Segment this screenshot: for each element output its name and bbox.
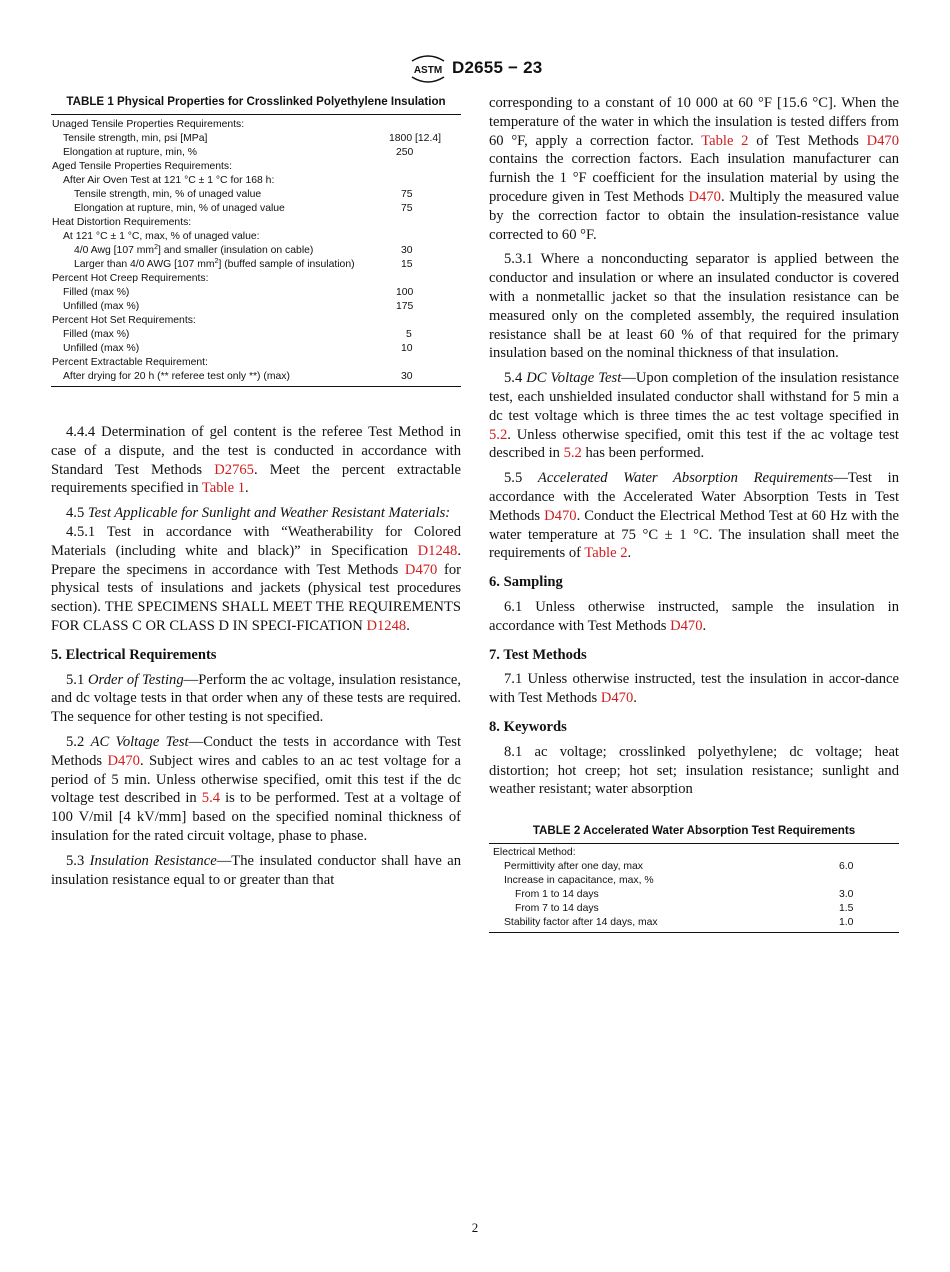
table1: [51, 114, 461, 387]
table-row: Larger than 4/0 AWG [107 $mm^2$] (buffed sample of insulation) 15: [74, 258, 413, 270]
table-row: Filled (max %) 5: [63, 329, 412, 340]
paragraph-5-3: 5.3 Insulation Resistance—The insulated conductor shall have an insulation resistance equal to or greater than that: [51, 852, 462, 888]
paragraph-7-1: 7.1 Unless otherwise instructed, test the insulation in accor-dance with Test Methods D470.: [489, 671, 899, 707]
ref-5-4-link[interactable]: 5.4: [201, 790, 221, 807]
paragraph-4-5-1: 4.5.1 Test in accordance with “Weatherability for Colored Materials (including white and black)” in Specification D1248. Prepare the specimens in accordance with Test Methods D470 for physical tests of insulations and jackets (physical test procedures section). THE SPECIMENS SHALL MEET THE REQUIREMENTS FOR CLASS C OR CLASS D IN SPECI-FICATION D1248.: [51, 523, 461, 634]
table-row: Increase in capacitance, max, %: [504, 875, 654, 887]
section-heading-8: 8. Keywords: [489, 718, 567, 735]
table-row: Tensile strength, min, % of unaged value 75: [74, 189, 413, 200]
ref-d470-link[interactable]: D470: [107, 752, 140, 769]
paragraph-4-5: 4.5 Test Applicable for Sunlight and Weather Resistant Materials:: [66, 505, 451, 522]
paragraph-4-4-4: 4.4.4 Determination of gel content is the referee Test Method in case of a dispute, and the test is conducted in accordance with Standard Test Methods D2765. Meet the percent extractable requirements specified in Table 1.: [51, 424, 461, 497]
paragraph-5-4: 5.4 DC Voltage Test—Upon completion of the insulation resistance test, each unshielded insulated conductor shall withstand for 5 min a dc test voltage which is three times the ac test voltage specified in 5.2. Unless otherwise specified, omit this test if the ac voltage test described in 5.2 has been performed.: [489, 370, 899, 462]
ref-d470-link[interactable]: D470: [688, 188, 721, 205]
paragraph-8-1: 8.1 ac voltage; crosslinked polyethylene; dc voltage; heat distortion; hot creep; hot set; insulation resistance; sunlight and weather resistant; water absorption: [489, 743, 899, 798]
page-number: 2: [471, 1220, 479, 1235]
table-row: Percent Hot Creep Requirements:: [52, 273, 209, 284]
table2: [489, 843, 899, 933]
paragraph-5-3-continued: corresponding to a constant of 10 000 at 60 °F [15.6 °C]. When the temperature of the water in which the insulation is tested differs from 60 °F, apply a correction factor. Table 2 of Test Methods D470 contains the correction factors. Each insulation manufacturer can furnish the 1 °F coefficient for the insulation material by using the procedure given in Test Methods D470. Multiply the measured value by the correction factor to obtain the insulation-resistance value corrected to 60 °F.: [489, 95, 900, 243]
table-row: Heat Distortion Requirements:: [52, 217, 192, 228]
table-row: Tensile strength, min, psi [MPa] 1800 [12.4]: [63, 133, 441, 144]
table-row: Percent Hot Set Requirements:: [52, 315, 196, 326]
ref-table2-link[interactable]: Table 2: [701, 132, 749, 149]
table-row: At 121 °C ± 1 °C, max, % of unaged value:: [63, 231, 260, 242]
ref-5-2-link[interactable]: 5.2: [563, 445, 582, 462]
table-row: Elongation at rupture, min, % 250: [63, 147, 414, 158]
right-column: [489, 94, 899, 933]
paragraph-5-5: 5.5 Accelerated Water Absorption Requirements—Test in accordance with the Accelerated Water Absorption Tests in Test Methods D470. Conduct the Electrical Method Test at 60 Hz with the water temperature at 75 °C ± 1 °C. The insulation shall meet the requirements of Table 2.: [489, 470, 899, 562]
svg-text:ASTM: ASTM: [413, 65, 443, 76]
table2-caption: TABLE 2 Accelerated Water Absorption Test Requirements: [532, 824, 856, 838]
ref-d470-link[interactable]: D470: [404, 561, 438, 578]
ref-d470-link[interactable]: D470: [670, 617, 703, 634]
table-row: Filled (max %) 100: [63, 287, 414, 298]
ref-d470-link[interactable]: D470: [544, 507, 577, 524]
ref-5-2-link[interactable]: 5.2: [489, 426, 508, 443]
table-row: After Air Oven Test at 121 °C ± 1 °C for 168 h:: [63, 175, 275, 186]
paragraph-5-1: 5.1 Order of Testing—Perform the ac voltage, insulation resistance, and dc voltage tests in that order when any of these tests are required. The sequence for other testing is not specified.: [51, 671, 462, 726]
table-row: Unfilled (max %) 175: [63, 301, 414, 312]
table-row: Unfilled (max %) 10: [63, 343, 413, 354]
section-heading-7: 7. Test Methods: [489, 646, 587, 663]
table-row: From 1 to 14 days 3.0: [515, 889, 854, 901]
table-row: Unaged Tensile Properties Requirements:: [52, 119, 245, 130]
table-row: Percent Extractable Requirement:: [52, 357, 208, 368]
ref-d1248-link[interactable]: D1248: [366, 617, 407, 634]
ref-table2-link[interactable]: Table 2: [584, 545, 628, 562]
section-heading-5: 5. Electrical Requirements: [51, 646, 217, 663]
ref-d470-link[interactable]: D470: [866, 132, 900, 149]
table-row: Aged Tensile Properties Requirements:: [52, 161, 233, 172]
table-row: 4/0 Awg [107 $mm^2$] and smaller (insulation on cable) 30: [74, 244, 413, 256]
table-row: Elongation at rupture, min, % of unaged value 75: [74, 203, 413, 214]
astm-logo-icon: [408, 55, 448, 83]
paragraph-6-1: 6.1 Unless otherwise instructed, sample the insulation in accordance with Test Methods D470.: [489, 598, 899, 634]
table1-caption: TABLE 1 Physical Properties for Crosslinked Polyethylene Insulation: [66, 95, 446, 108]
standard-designation: D2655 − 23: [452, 58, 543, 77]
table-row: From 7 to 14 days 1.5: [515, 903, 854, 915]
ref-table1-link[interactable]: Table 1: [201, 480, 246, 497]
table-row: After drying for 20 h (** referee test only **) (max) 30: [63, 371, 413, 382]
table-row: Permittivity after one day, max 6.0: [504, 861, 854, 873]
ref-d470-link[interactable]: D470: [600, 690, 634, 707]
paragraph-5-2: 5.2 AC Voltage Test—Conduct the tests in accordance with Test Methods D470. Subject wires and cables to an ac test voltage for a period of 5 min. Unless otherwise specified, omit this test if the dc voltage test described in 5.4 is to be performed. Test at a voltage of 100 V/mil [4 kV/mm] based on the specified nominal thickness of insulation for the rated circuit voltage, phase to phase.: [51, 733, 462, 844]
table-row: Stability factor after 14 days, max 1.0: [504, 917, 854, 929]
table-row: Electrical Method:: [493, 847, 576, 859]
page-header: [0, 55, 950, 85]
left-column: [51, 94, 461, 895]
ref-d1248-link[interactable]: D1248: [417, 542, 458, 559]
paragraph-5-3-1: 5.3.1 Where a nonconducting separator is applied between the conductor and insulation or where an insulated conductor is covered with a nonmetallic jacket so that the insulation resistance can be measured only on the completed assembly, the required insulation resistance shall be at least 60 % of that required for the primary insulation based on the nominal thickness of that insulation.: [489, 251, 899, 362]
section-heading-6: 6. Sampling: [489, 574, 563, 591]
ref-d2765-link[interactable]: D2765: [214, 461, 254, 478]
